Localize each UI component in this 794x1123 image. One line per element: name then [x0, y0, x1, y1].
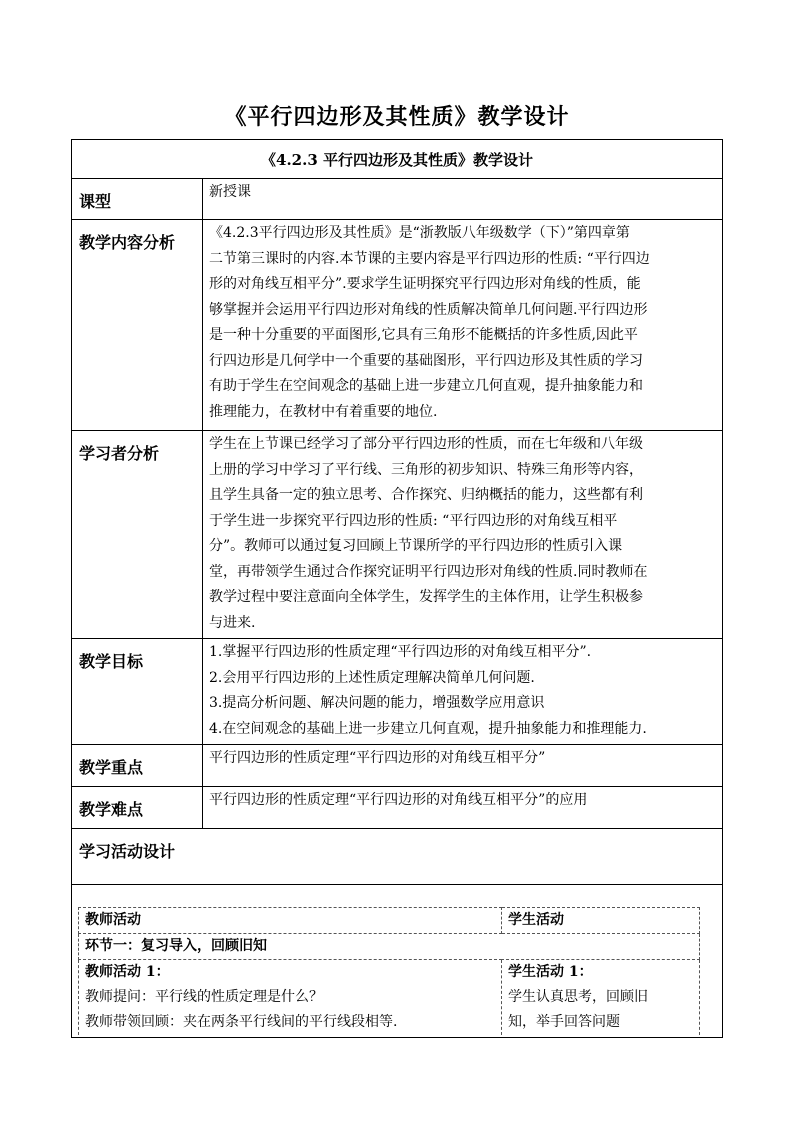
row-content-learner-analysis: [203, 431, 723, 639]
content-line: 上册的学习中学习了平行线、三角形的初步知识、特殊三角形等内容，: [209, 461, 643, 478]
student-activity-column-header: 学生活动: [502, 908, 700, 934]
row-content-teaching-goals: [203, 639, 723, 745]
content-line: 于学生进一步探究平行四边形的性质: “平行四边形的对角线互相平: [209, 512, 618, 529]
content-line: 学生在上节课已经学习了部分平行四边形的性质，而在七年级和八年级: [209, 436, 643, 452]
content-line: 分”。教师可以通过复习回顾上节课所学的平行四边形的性质引入课: [209, 538, 623, 554]
content-line: 够掌握并会运用平行四边形对角线的性质解决简单几何问题.平行四边形: [209, 301, 648, 318]
content-line: 有助于学生在空间观念的基础上进一步建立几何直观，提升抽象能力和: [209, 378, 643, 394]
activity-design-header: 学习活动设计: [72, 829, 723, 885]
goal-item: 4.在空间观念的基础上进一步建立几何直观，提升抽象能力和推理能力.: [209, 720, 647, 737]
activity-table: [78, 907, 700, 1035]
lesson-plan-table: [71, 139, 723, 1038]
content-line: 堂，再带领学生通过合作探究证明平行四边形对角线的性质.同时教师在: [209, 563, 648, 580]
table-subtitle: 《4.2.3 平行四边形及其性质》教学设计: [72, 140, 723, 179]
row-label-teaching-goals: 教学目标: [72, 639, 203, 745]
teacher-activity-line: 教师带领回顾：夹在两条平行线间的平行线段相等.: [85, 1014, 398, 1030]
row-label-lesson-type: 课型: [72, 179, 203, 220]
content-line: 平行四边形的性质定理“平行四边形的对角线互相平分”: [209, 750, 546, 766]
content-line: 二节第三课时的内容.本节课的主要内容是平行四边形的性质: “平行四边: [209, 250, 650, 267]
row-label-difficulty: 教学难点: [72, 787, 203, 829]
content-line: 教学过程中要注意面向全体学生，发挥学生的主体作用，让学生积极参: [209, 589, 643, 605]
content-line: 新授课: [209, 184, 251, 200]
content-line: 是一种十分重要的平面图形,它具有三角形不能概括的许多性质,因此平: [209, 327, 638, 343]
row-label-content-analysis: 教学内容分析: [72, 220, 203, 431]
row-content-content-analysis: [203, 220, 723, 431]
content-line: 《4.2.3平行四边形及其性质》是“浙教版八年级数学（下）”第四章第: [209, 225, 630, 241]
row-content-difficulty: [203, 787, 723, 829]
content-line: 推理能力，在教材中有着重要的地位.: [209, 403, 438, 420]
goal-item: 3.提高分析问题、解决问题的能力，增强数学应用意识: [209, 695, 545, 711]
activity-container: [72, 907, 723, 1038]
document-title: 《平行四边形及其性质》教学设计: [224, 104, 570, 130]
section-heading: 环节一：复习导入，回顾旧知: [79, 934, 700, 960]
row-content-lesson-type: [203, 179, 723, 220]
teacher-activity-title: 教师活动 1：: [85, 964, 170, 980]
student-activity-cell: [502, 960, 700, 1036]
student-activity-line: 学生认真思考，回顾旧: [508, 989, 648, 1005]
goal-item: 1.掌握平行四边形的性质定理“平行四边形的对角线互相平分”.: [209, 644, 592, 660]
content-line: 平行四边形的性质定理“平行四边形的对角线互相平分”的应用: [209, 792, 588, 808]
activity-spacer: [72, 885, 723, 908]
content-line: 行四边形是几何学中一个重要的基础图形，平行四边形及其性质的学习: [209, 352, 643, 369]
teacher-activity-column-header: 教师活动: [79, 908, 502, 934]
row-label-learner-analysis: 学习者分析: [72, 431, 203, 639]
content-line: 形的对角线互相平分”.要求学生证明探究平行四边形对角线的性质，能: [209, 276, 641, 292]
teacher-activity-cell: [79, 960, 502, 1036]
content-line: 与进来.: [209, 614, 256, 631]
row-label-key-point: 教学重点: [72, 745, 203, 787]
student-activity-line: 知，举手回答问题: [508, 1014, 620, 1030]
content-line: 且学生具备一定的独立思考、合作探究、归纳概括的能力，这些都有利: [209, 487, 643, 503]
goal-item: 2.会用平行四边形的上述性质定理解决简单几何问题.: [209, 669, 535, 686]
teacher-activity-line: 教师提问：平行线的性质定理是什么？: [85, 989, 323, 1005]
row-content-key-point: [203, 745, 723, 787]
student-activity-title: 学生活动 1：: [508, 964, 593, 980]
